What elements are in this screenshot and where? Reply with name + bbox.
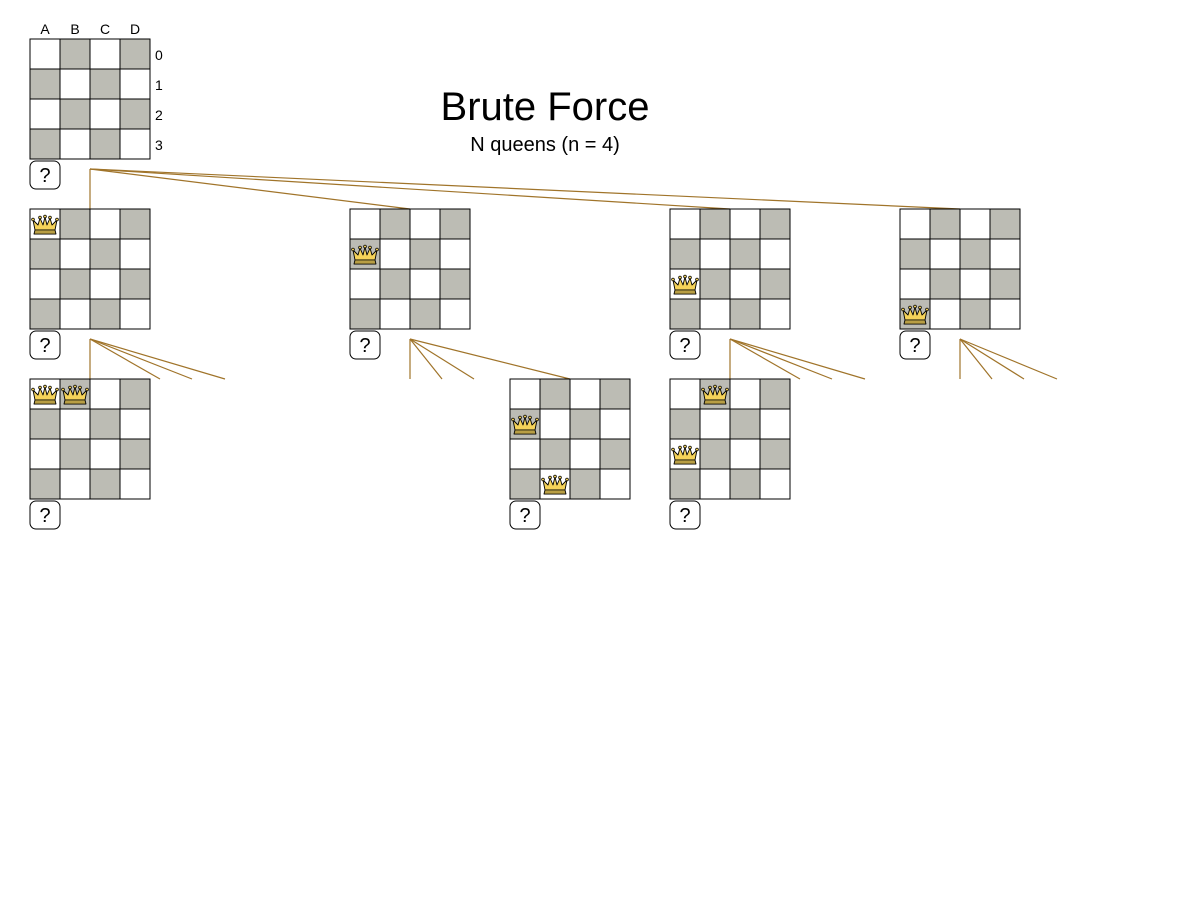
diagram-subtitle: N queens (n = 4) xyxy=(470,134,620,156)
board-cell xyxy=(410,269,440,299)
tree-edge xyxy=(90,339,225,379)
tree-edge xyxy=(90,169,730,209)
board-cell xyxy=(540,379,570,409)
board-cell xyxy=(60,129,90,159)
row-label-0: 0 xyxy=(155,47,163,63)
board-cell xyxy=(600,469,630,499)
board-cell xyxy=(440,299,470,329)
board-cell xyxy=(570,409,600,439)
board-cell xyxy=(700,239,730,269)
board-cell xyxy=(930,209,960,239)
column-label-a: A xyxy=(40,21,50,37)
board-cell xyxy=(30,439,60,469)
board-cell xyxy=(60,39,90,69)
tree-edge xyxy=(730,339,800,379)
board-cell xyxy=(510,439,540,469)
board-cell xyxy=(90,269,120,299)
board-cell xyxy=(510,379,540,409)
board-cell xyxy=(60,439,90,469)
board-cell xyxy=(670,409,700,439)
board-cell xyxy=(30,409,60,439)
board-cell xyxy=(760,299,790,329)
unknown-marker-text: ? xyxy=(39,165,51,187)
board-cell xyxy=(60,69,90,99)
tree-edge xyxy=(410,339,442,379)
board-cell xyxy=(960,299,990,329)
chessboard-node-l2-a1-b3 xyxy=(510,379,630,529)
board-cell xyxy=(700,409,730,439)
tree-edge xyxy=(90,339,192,379)
chessboard-node-l1-a1 xyxy=(350,209,470,359)
board-cell xyxy=(380,239,410,269)
board-cell xyxy=(700,209,730,239)
board-cell xyxy=(30,269,60,299)
board-cell xyxy=(120,299,150,329)
tree-edge xyxy=(960,339,1024,379)
board-cell xyxy=(410,239,440,269)
board-cell xyxy=(510,469,540,499)
board-cell xyxy=(120,39,150,69)
unknown-marker-text: ? xyxy=(679,505,691,527)
board-cell xyxy=(350,299,380,329)
chessboard-node-l2-a0-b0 xyxy=(30,379,150,529)
board-cell xyxy=(990,239,1020,269)
board-cell xyxy=(30,299,60,329)
board-cell xyxy=(30,69,60,99)
board-cell xyxy=(670,239,700,269)
diagram-title: Brute Force xyxy=(440,85,650,129)
board-cell xyxy=(120,269,150,299)
tree-edge xyxy=(960,339,1057,379)
board-cell xyxy=(30,39,60,69)
board-cell xyxy=(900,209,930,239)
board-cell xyxy=(30,239,60,269)
board-cell xyxy=(990,299,1020,329)
unknown-marker-text: ? xyxy=(39,335,51,357)
board-cell xyxy=(930,299,960,329)
board-cell xyxy=(90,39,120,69)
board-cell xyxy=(410,209,440,239)
column-label-b: B xyxy=(70,21,80,37)
unknown-marker-text: ? xyxy=(519,505,531,527)
board-cell xyxy=(120,469,150,499)
board-cell xyxy=(60,269,90,299)
board-cell xyxy=(730,239,760,269)
board-cell xyxy=(120,439,150,469)
board-cell xyxy=(440,269,470,299)
board-cell xyxy=(90,379,120,409)
board-cell xyxy=(120,129,150,159)
chessboard-node-l1-a0 xyxy=(30,209,150,359)
board-cell xyxy=(670,379,700,409)
board-cell xyxy=(30,469,60,499)
unknown-marker-text: ? xyxy=(39,505,51,527)
board-cell xyxy=(90,209,120,239)
unknown-marker-text: ? xyxy=(359,335,371,357)
board-cell xyxy=(60,299,90,329)
board-cell xyxy=(570,469,600,499)
board-cell xyxy=(410,299,440,329)
board-cell xyxy=(670,469,700,499)
chessboard-node-l1-a3 xyxy=(900,209,1020,359)
board-cell xyxy=(90,239,120,269)
row-label-2: 2 xyxy=(155,107,163,123)
board-cell xyxy=(120,209,150,239)
row-label-1: 1 xyxy=(155,77,163,93)
board-cell xyxy=(90,469,120,499)
board-cell xyxy=(760,239,790,269)
board-cell xyxy=(120,239,150,269)
board-cell xyxy=(90,439,120,469)
board-cell xyxy=(730,439,760,469)
chessboard-node-root xyxy=(30,39,150,189)
board-cell xyxy=(930,269,960,299)
board-cell xyxy=(380,269,410,299)
board-cell xyxy=(540,409,570,439)
tree-edge xyxy=(90,339,160,379)
board-cell xyxy=(60,409,90,439)
board-cell xyxy=(700,269,730,299)
board-cell xyxy=(350,269,380,299)
board-cell xyxy=(350,209,380,239)
board-cell xyxy=(760,469,790,499)
tree-edge xyxy=(90,169,960,209)
board-cell xyxy=(570,379,600,409)
unknown-marker-text: ? xyxy=(679,335,691,357)
board-cell xyxy=(760,269,790,299)
board-cell xyxy=(60,469,90,499)
board-cell xyxy=(600,379,630,409)
board-cell xyxy=(730,209,760,239)
chessboard-node-l2-a2-b0 xyxy=(670,379,790,529)
board-cell xyxy=(120,99,150,129)
board-cell xyxy=(960,209,990,239)
board-cell xyxy=(90,99,120,129)
chessboard-node-l1-a2 xyxy=(670,209,790,359)
board-cell xyxy=(120,69,150,99)
board-cell xyxy=(90,299,120,329)
board-cell xyxy=(900,239,930,269)
board-cell xyxy=(760,439,790,469)
board-cell xyxy=(60,239,90,269)
board-cell xyxy=(380,209,410,239)
board-cell xyxy=(730,409,760,439)
board-cell xyxy=(540,439,570,469)
board-cell xyxy=(570,439,600,469)
board-cell xyxy=(760,209,790,239)
column-label-d: D xyxy=(129,21,141,37)
column-label-c: C xyxy=(99,21,111,37)
board-cell xyxy=(120,409,150,439)
board-cell xyxy=(60,99,90,129)
tree-edge xyxy=(730,339,832,379)
board-cell xyxy=(90,409,120,439)
board-cell xyxy=(440,239,470,269)
board-cell xyxy=(30,99,60,129)
board-cell xyxy=(960,239,990,269)
row-label-3: 3 xyxy=(155,137,163,153)
board-cell xyxy=(900,269,930,299)
board-cell xyxy=(760,409,790,439)
board-cell xyxy=(600,439,630,469)
unknown-marker-text: ? xyxy=(909,335,921,357)
board-cell xyxy=(960,269,990,299)
board-cell xyxy=(730,299,760,329)
board-cell xyxy=(990,269,1020,299)
board-cell xyxy=(760,379,790,409)
board-cell xyxy=(90,129,120,159)
board-cell xyxy=(30,129,60,159)
board-cell xyxy=(670,299,700,329)
board-cell xyxy=(700,439,730,469)
board-cell xyxy=(700,469,730,499)
board-cell xyxy=(440,209,470,239)
tree-edge xyxy=(410,339,474,379)
board-cell xyxy=(120,379,150,409)
board-cell xyxy=(730,469,760,499)
board-cell xyxy=(990,209,1020,239)
board-cell xyxy=(90,69,120,99)
board-cell xyxy=(730,379,760,409)
board-cell xyxy=(930,239,960,269)
board-cell xyxy=(730,269,760,299)
board-cell xyxy=(600,409,630,439)
tree-edge xyxy=(730,339,865,379)
tree-edge xyxy=(90,169,410,209)
board-cell xyxy=(380,299,410,329)
board-cell xyxy=(700,299,730,329)
board-cell xyxy=(60,209,90,239)
tree-edge xyxy=(410,339,570,379)
board-cell xyxy=(670,209,700,239)
